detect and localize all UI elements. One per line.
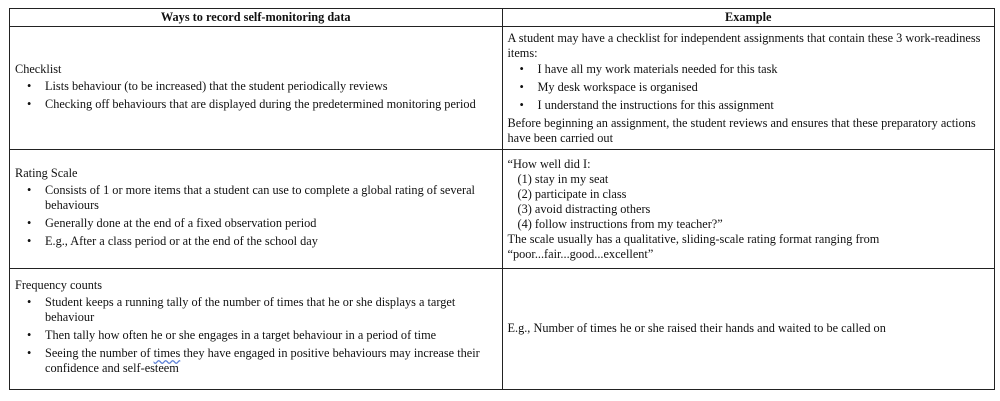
example-intro: “How well did I:	[507, 156, 591, 171]
example-text: E.g., Number of times he or she raised their hands and waited to be called on	[507, 321, 886, 336]
example-numbered-list	[508, 172, 990, 232]
self-monitoring-table	[9, 8, 995, 390]
bullet-icon: •	[27, 328, 32, 343]
example-outro: Before beginning an assignment, the student reviews and ensures that these preparatory actions have been carried out	[507, 115, 976, 145]
method-cell-rating-scale	[10, 150, 503, 268]
list-item: • Generally done at the end of a fixed observation period	[27, 216, 317, 230]
list-item: • My desk workspace is organised	[519, 79, 698, 94]
list-item: • Seeing the number of times they have engaged in positive behaviours may increase their confidence and self-esteem	[27, 346, 480, 376]
header-col-methods: Ways to record self-monitoring data	[10, 9, 503, 27]
example-intro: A student may have a checklist for independent assignments that contain these 3 work-readiness items:	[507, 30, 981, 60]
list-item: • Student keeps a running tally of the number of times that he or she displays a target behaviour	[27, 295, 456, 325]
method-bullets	[15, 183, 497, 249]
list-item: • Then tally how often he or she engages in a target behaviour in a period of time	[27, 328, 437, 343]
example-cell-frequency-counts	[502, 268, 995, 389]
bullet-icon: •	[27, 78, 32, 93]
bullet-icon: •	[519, 97, 524, 112]
list-item: • Consists of 1 or more items that a student can use to complete a global rating of several behaviours	[27, 183, 475, 212]
table-row	[10, 150, 995, 268]
bullet-icon: •	[27, 96, 32, 111]
bullet-icon: •	[27, 295, 32, 310]
method-cell-checklist	[10, 27, 503, 150]
list-item: (2) participate in class	[517, 186, 627, 201]
bullet-icon: •	[519, 61, 524, 76]
list-item: • E.g., After a class period or at the end of the school day	[27, 234, 318, 248]
example-outro: The scale usually has a qualitative, sliding-scale rating format ranging from “poor...fair...good...excellent”	[507, 231, 880, 261]
method-bullets	[15, 79, 497, 112]
bullet-icon: •	[27, 234, 32, 248]
method-bullets	[15, 295, 497, 376]
bullet-icon: •	[519, 79, 524, 94]
list-item: (3) avoid distracting others	[517, 201, 651, 216]
spellcheck-underlined-word[interactable]: times	[153, 346, 181, 361]
list-item: (4) follow instructions from my teacher?”	[517, 216, 723, 231]
table-row	[10, 268, 995, 389]
list-item: • Checking off behaviours that are displayed during the predetermined monitoring period	[27, 96, 476, 111]
header-col-example: Example	[502, 9, 995, 27]
list-item: • I have all my work materials needed for this task	[519, 61, 778, 76]
method-title: Frequency counts	[15, 278, 103, 293]
method-title: Rating Scale	[15, 166, 78, 180]
example-cell-rating-scale	[502, 150, 995, 268]
example-cell-checklist	[502, 27, 995, 150]
method-cell-frequency-counts	[10, 268, 503, 389]
list-item: • Lists behaviour (to be increased) that the student periodically reviews	[27, 78, 388, 93]
method-title: Checklist	[15, 61, 62, 76]
list-item: (1) stay in my seat	[517, 171, 609, 186]
bullet-icon: •	[27, 346, 32, 361]
list-item: • I understand the instructions for this assignment	[519, 97, 774, 112]
example-bullets	[508, 62, 990, 113]
table-row	[10, 27, 995, 150]
bullet-icon: •	[27, 183, 32, 197]
bullet-icon: •	[27, 216, 32, 230]
header-row	[10, 9, 995, 27]
